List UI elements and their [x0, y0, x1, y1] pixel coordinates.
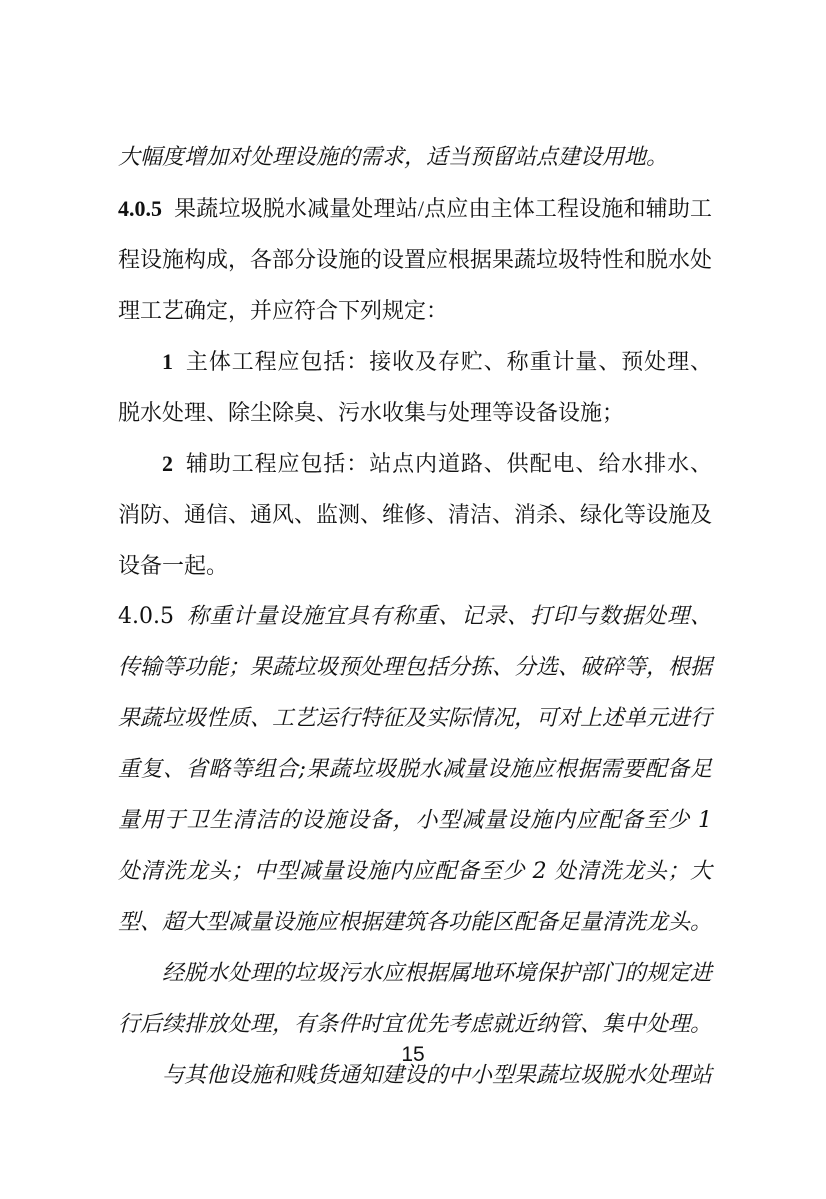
paragraph-text: 主体工程应包括：接收及存贮、称重计量、预处理、脱水处理、除尘除臭、污水收集与处理等设备设施； [118, 349, 712, 425]
page-number: 15 [401, 1043, 425, 1066]
list-item-number: 2 [162, 451, 173, 476]
paragraph-text: 与其他设施和贱货通知建设的中小型果蔬垃圾脱水处理站 [162, 1063, 713, 1088]
paragraph-text: 称重计量设施宜具有称重、记录、打印与数据处理、传输等功能；果蔬垃圾预处理包括分拣、分选、破碎等，根据果蔬垃圾性质、工艺运行特征及实际情况，可对上述单元进行重复、省略等组合;果蔬垃圾脱水减量设施应根据需要配备足量用于卫生清洁的设施设备，小型减量设施内应配备至少 1 处清洗龙头；中型减量设施内应配备至少 2 处清洗龙头；大型、超大型减量设施应根据建筑各功能区配备足量清洗龙头。 [118, 604, 713, 935]
paragraph-runover [118, 132, 712, 183]
paragraph-text: 果蔬垃圾脱水减量处理站/点应由主体工程设施和辅助工程设施构成，各部分设施的设置应根据果蔬垃圾特性和脱水处理工艺确定，并应符合下列规定： [118, 196, 713, 323]
commentary-paragraph-wastewater [118, 948, 712, 1050]
document-body [118, 132, 712, 1101]
clause-4-0-5-main [118, 183, 712, 336]
paragraph-text: 大幅度增加对处理设施的需求，适当预留站点建设用地。 [118, 145, 669, 170]
paragraph-text: 经脱水处理的垃圾污水应根据属地环境保护部门的规定进行后续排放处理，有条件时宜优先考虑就近纳管、集中处理。 [118, 961, 713, 1037]
list-item-number: 1 [162, 349, 173, 374]
clause-4-0-5-commentary [118, 591, 712, 948]
clause-number: 4.0.5 [118, 196, 162, 221]
clause-number: 4.0.5 [118, 604, 174, 629]
list-item-1 [118, 336, 712, 438]
list-item-2 [118, 438, 712, 591]
paragraph-text: 辅助工程应包括：站点内道路、供配电、给水排水、消防、通信、通风、监测、维修、清洁、消杀、绿化等设施及设备一起。 [118, 451, 713, 578]
